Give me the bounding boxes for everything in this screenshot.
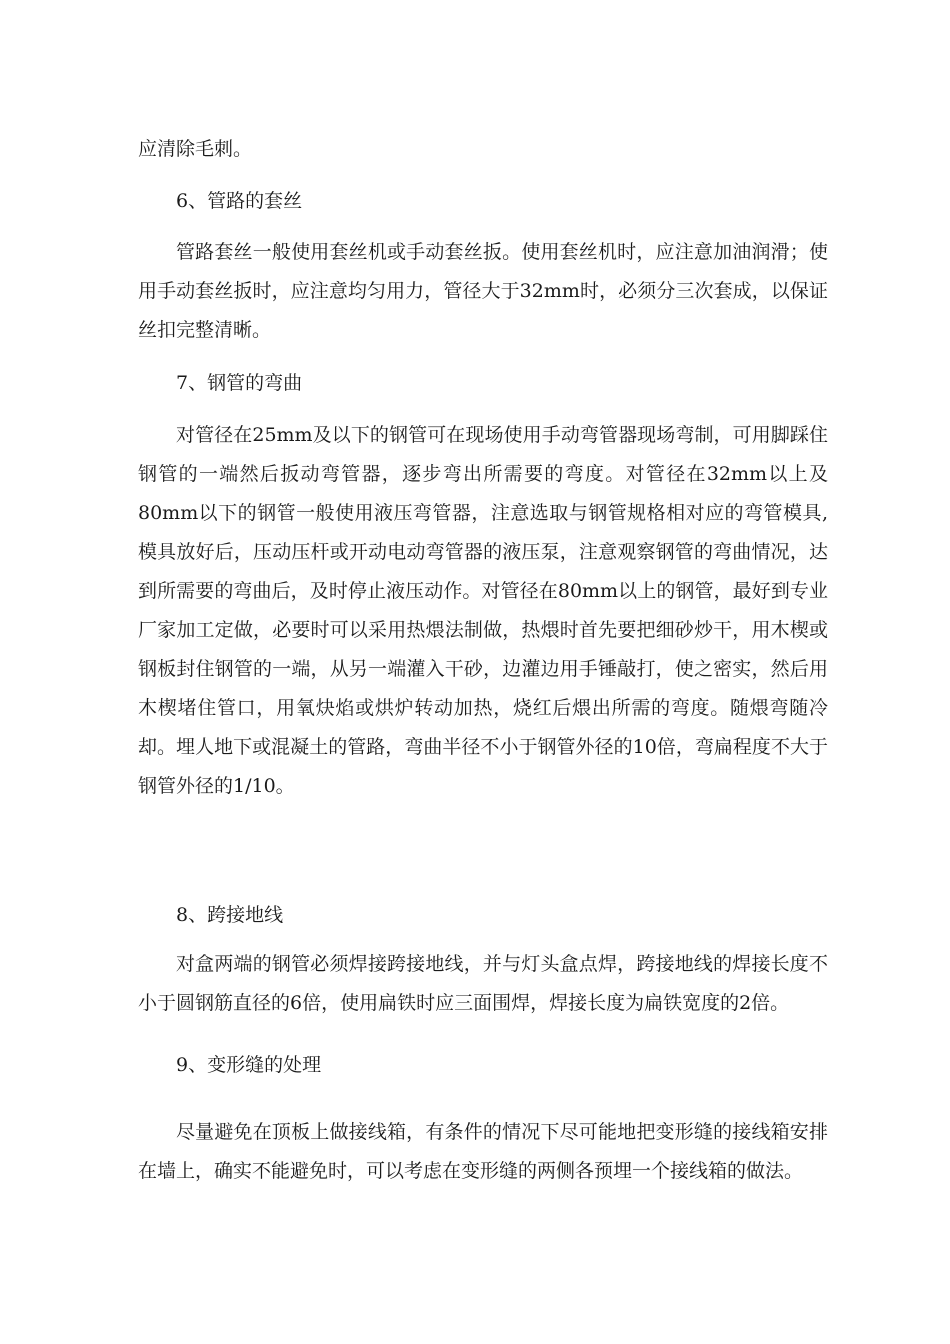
section-9-paragraph: 尽量避免在顶板上做接线箱，有条件的情况下尽可能地把变形缝的接线箱安排在墙上，确实不能避免时，可以考虑在变形缝的两侧各预埋一个接线箱的做法。 bbox=[138, 1121, 828, 1182]
section-heading-6: 6、管路的套丝 bbox=[176, 190, 303, 212]
section-7-paragraph: 对管径在25mm及以下的钢管可在现场使用手动弯管器现场弯制，可用脚踩住钢管的一端然后扳动弯管器，逐步弯出所需要的弯度。对管径在32mm以上及80mm以下的钢管一般使用液压弯管器，注意选取与钢管规格相对应的弯管模具,模具放好后，压动压杆或开动电动弯管器的液压泵，注意观察钢管的弯曲情况，达到所需要的弯曲后，及时停止液压动作。对管径在80mm以上的钢管，最好到专业厂家加工定做，必要时可以采用热煨法制做，热煨时首先要把细砂炒干，用木楔或钢板封住钢管的一端，从另一端灌入干砂，边灌边用手锤敲打，使之密实，然后用木楔堵住管口，用氧炔焰或烘炉转动加热，烧红后煨出所需的弯度。随煨弯随冷却。埋人地下或混凝土的管路，弯曲半径不小于钢管外径的10倍，弯扁程度不大于钢管外径的1/10。 bbox=[138, 424, 828, 797]
section-8-paragraph: 对盒两端的钢管必须焊接跨接地线，并与灯头盒点焊，跨接地线的焊接长度不小于圆钢筋直径的6倍，使用扁铁时应三面围焊，焊接长度为扁铁宽度的2倍。 bbox=[138, 953, 828, 1014]
section-6-paragraph: 管路套丝一般使用套丝机或手动套丝扳。使用套丝机时，应注意加油润滑；使用手动套丝扳时，应注意均匀用力，管径大于32mm时，必须分三次套成，以保证丝扣完整清晰。 bbox=[138, 241, 828, 341]
continuation-text: 应清除毛刺。 bbox=[138, 138, 253, 160]
section-heading-8: 8、跨接地线 bbox=[176, 904, 284, 926]
section-heading-9: 9、变形缝的处理 bbox=[176, 1054, 322, 1076]
section-heading-7: 7、钢管的弯曲 bbox=[176, 372, 303, 394]
